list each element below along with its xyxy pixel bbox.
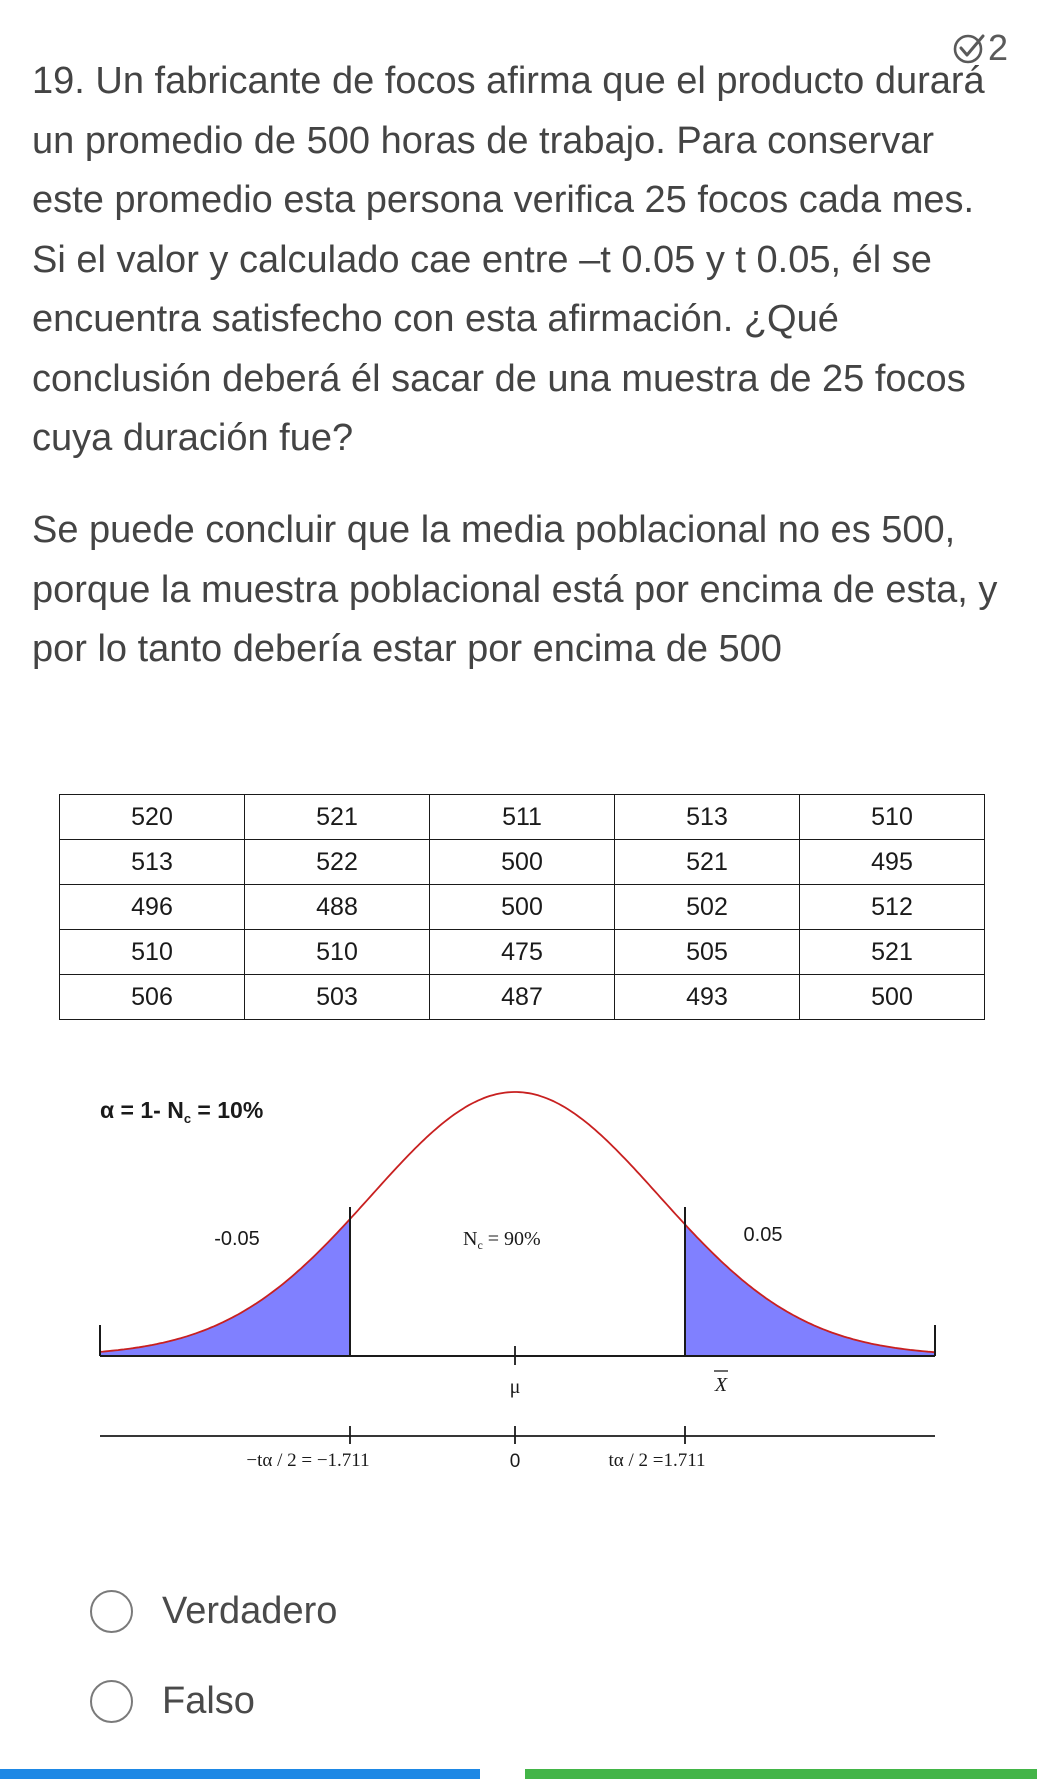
right-tail-label: 0.05: [743, 1224, 783, 1246]
table-cell: 493: [615, 975, 800, 1020]
table-cell: 500: [430, 885, 615, 930]
table-row: [60, 930, 985, 975]
table-cell: 505: [615, 930, 800, 975]
radio-falso[interactable]: [90, 1680, 133, 1723]
table-cell: 496: [60, 885, 245, 930]
bell-curve: [100, 1092, 934, 1352]
table-cell: 502: [615, 885, 800, 930]
mu-label: μ: [509, 1376, 521, 1398]
table-cell: 506: [60, 975, 245, 1020]
table-cell: 510: [60, 930, 245, 975]
table-row: [60, 975, 985, 1020]
option-verdadero[interactable]: [90, 1590, 337, 1633]
table-cell: 510: [245, 930, 430, 975]
table-cell: 500: [430, 840, 615, 885]
statement-text: Se puede concluir que la media poblacional no es 500, porque la muestra poblacional está por encima de esta, y por lo tanto debería estar por encima de 500: [32, 509, 998, 670]
table-cell: 475: [430, 930, 615, 975]
table-cell: 513: [60, 840, 245, 885]
svg-text:X: X: [714, 1374, 728, 1396]
table-cell: 521: [245, 795, 430, 840]
table-cell: 495: [800, 840, 985, 885]
left-tail-label: -0.05: [214, 1228, 260, 1250]
table-cell: 520: [60, 795, 245, 840]
nc-label: $N_c = 90\%$: [463, 1228, 541, 1252]
table-row: [60, 795, 985, 840]
normal-distribution-figure: [80, 1080, 960, 1480]
table-row: [60, 840, 985, 885]
option-falso[interactable]: [90, 1680, 255, 1723]
table-cell: 511: [430, 795, 615, 840]
zero-label: 0: [509, 1451, 521, 1472]
table-cell: 488: [245, 885, 430, 930]
table-cell: 521: [615, 840, 800, 885]
alpha-label: α = 1- $N_c = 10\%$: [100, 1097, 264, 1126]
left-critical-label: −tα / 2 = −1.711: [246, 1450, 370, 1471]
progress-bar-left: [0, 1769, 480, 1779]
right-tail-area: [100, 1092, 935, 1356]
xbar-label: [714, 1371, 728, 1396]
option-verdadero-label: Verdadero: [162, 1590, 338, 1632]
right-critical-label: tα / 2 =1.711: [608, 1450, 706, 1471]
table-cell: 521: [800, 930, 985, 975]
question-text: 19. Un fabricante de focos afirma que el producto durará un promedio de 500 horas de trabajo. Para conservar este promedio esta persona verifica 25 focos cada mes. Si el valor y calculado cae entre –t 0.05 y t 0.05, él se encuentra satisfecho con esta afirmación. ¿Qué conclusión deberá él sacar de una muestra de 25 focos cuya duración fue?: [32, 60, 985, 459]
table-cell: 510: [800, 795, 985, 840]
radio-verdadero[interactable]: [90, 1590, 133, 1633]
table-cell: 512: [800, 885, 985, 930]
table-cell: 513: [615, 795, 800, 840]
points-value: 2: [988, 27, 1009, 68]
table-cell: 500: [800, 975, 985, 1020]
option-falso-label: Falso: [162, 1680, 255, 1722]
data-table: [59, 794, 985, 1020]
table-cell: 522: [245, 840, 430, 885]
progress-bar-right: [525, 1769, 1037, 1779]
table-cell: 503: [245, 975, 430, 1020]
table-row: [60, 885, 985, 930]
table-cell: 487: [430, 975, 615, 1020]
left-tail-area: [100, 1092, 935, 1356]
